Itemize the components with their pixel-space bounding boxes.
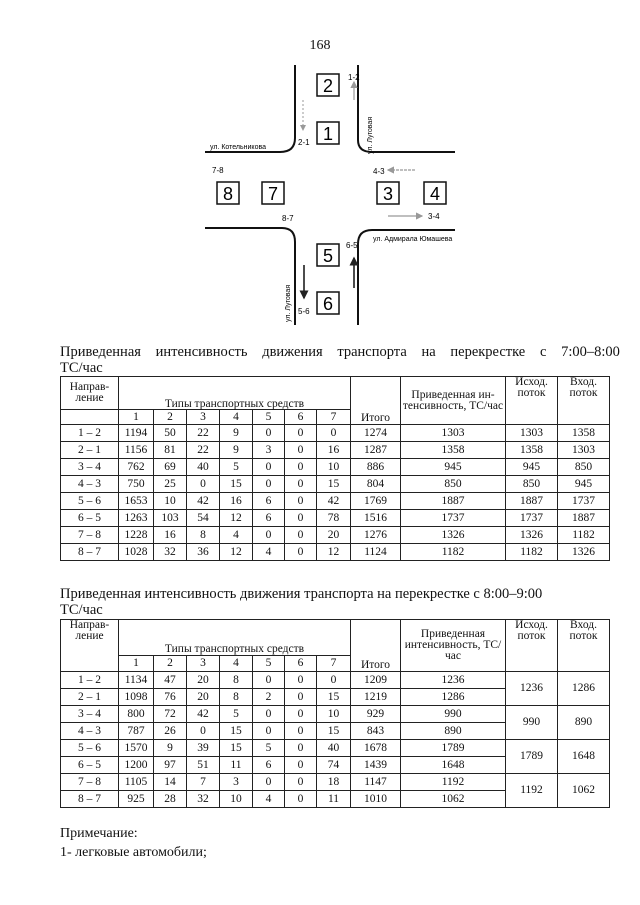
- table-cell: 74: [317, 757, 351, 774]
- box-8: [217, 182, 239, 204]
- table-cell: 1182: [401, 544, 506, 561]
- table-cell: 36: [187, 544, 220, 561]
- table-cell: 0: [285, 723, 317, 740]
- road-edge-bottom-left: [205, 228, 295, 325]
- table-cell: 1062: [401, 791, 506, 808]
- type-number: 6: [285, 410, 317, 425]
- table-cell: 1010: [351, 791, 401, 808]
- box-2: [317, 74, 339, 96]
- table-cell: 40: [317, 740, 351, 757]
- table-cell: 1098: [119, 689, 154, 706]
- table-cell: 1182: [558, 527, 610, 544]
- table-cell: 97: [154, 757, 187, 774]
- table-cell: 0: [317, 425, 351, 442]
- type-number: 4: [220, 410, 253, 425]
- table-cell: 1570: [119, 740, 154, 757]
- table-cell: 5: [220, 459, 253, 476]
- table-cell: 78: [317, 510, 351, 527]
- svg-text:2: 2: [322, 76, 334, 96]
- table-cell: 5 – 6: [61, 493, 119, 510]
- table-cell: 850: [558, 459, 610, 476]
- table-cell: 1105: [119, 774, 154, 791]
- table-cell: 7: [187, 774, 220, 791]
- street-label-admirala: ул. Адмирала Юмашева: [373, 236, 453, 243]
- svg-text:1: 1: [322, 124, 334, 144]
- table-cell: 50: [154, 425, 187, 442]
- table-cell: 1263: [119, 510, 154, 527]
- svg-text:8: 8: [222, 184, 234, 204]
- table-cell: 16: [317, 442, 351, 459]
- table-cell: 6 – 5: [61, 757, 119, 774]
- table-cell: 945: [401, 459, 506, 476]
- table-cell: 42: [187, 493, 220, 510]
- table-cell: 8: [187, 527, 220, 544]
- table-cell: 12: [317, 544, 351, 561]
- table-cell: 925: [119, 791, 154, 808]
- table-cell: 42: [317, 493, 351, 510]
- table-cell: 7 – 8: [61, 527, 119, 544]
- table-cell: 1194: [119, 425, 154, 442]
- type-number: 3: [187, 656, 220, 672]
- note-item-1: 1- легковые автомобили;: [60, 845, 207, 860]
- table-cell: 1737: [558, 493, 610, 510]
- table-cell: 0: [285, 757, 317, 774]
- table-row: [61, 510, 610, 527]
- box-1: [317, 122, 339, 144]
- table-cell: 0: [187, 476, 220, 493]
- table-row: [61, 493, 610, 510]
- table-cell: 28: [154, 791, 187, 808]
- table-row: [61, 706, 610, 723]
- header-direction: Направ-ление: [61, 377, 119, 410]
- table-cell: 890: [401, 723, 506, 740]
- table-cell: 51: [187, 757, 220, 774]
- type-number: 6: [285, 656, 317, 672]
- table-cell: 0: [285, 774, 317, 791]
- table-cell: 1358: [506, 442, 558, 459]
- table-cell: 1274: [351, 425, 401, 442]
- header-reduced: Приведенная ин-тенсивность, ТС/час: [401, 377, 506, 425]
- table-cell: 42: [187, 706, 220, 723]
- table2: [60, 619, 610, 808]
- table-cell: 0: [285, 706, 317, 723]
- table-cell: 10: [154, 493, 187, 510]
- table-cell: 20: [317, 527, 351, 544]
- table-cell: 3 – 4: [61, 459, 119, 476]
- table-cell: 929: [351, 706, 401, 723]
- table-cell: 1124: [351, 544, 401, 561]
- table-cell: 0: [285, 672, 317, 689]
- svg-text:4: 4: [429, 184, 441, 204]
- table-cell: 1228: [119, 527, 154, 544]
- header-types: Типы транспортных средств: [119, 620, 351, 656]
- table-cell: 990: [401, 706, 506, 723]
- table-cell: 1326: [558, 544, 610, 561]
- table-cell: 1286: [401, 689, 506, 706]
- table-cell: 5: [220, 706, 253, 723]
- table-cell: 2: [253, 689, 285, 706]
- svg-text:7: 7: [267, 184, 279, 204]
- table-cell: 69: [154, 459, 187, 476]
- table-cell: 2 – 1: [61, 442, 119, 459]
- table-cell: 0: [285, 493, 317, 510]
- table-row: [61, 527, 610, 544]
- table-row: [61, 425, 610, 442]
- table-cell: 11: [317, 791, 351, 808]
- table-cell: 1182: [506, 544, 558, 561]
- box-4: [424, 182, 446, 204]
- table1: [60, 376, 610, 561]
- table-cell: 762: [119, 459, 154, 476]
- table-cell: 103: [154, 510, 187, 527]
- table-cell: 1303: [558, 442, 610, 459]
- table-cell: 1276: [351, 527, 401, 544]
- table-cell: 32: [187, 791, 220, 808]
- table-cell: 1887: [506, 493, 558, 510]
- flow-label-5-6: 5-6: [298, 307, 310, 316]
- table-cell: 25: [154, 476, 187, 493]
- table-cell: 0: [253, 459, 285, 476]
- table-cell: 1326: [506, 527, 558, 544]
- table-cell: 0: [285, 510, 317, 527]
- table-cell: 1236: [401, 672, 506, 689]
- flow-label-4-3: 4-3: [373, 167, 385, 176]
- box-7: [262, 182, 284, 204]
- table-cell: 6: [253, 493, 285, 510]
- table-cell: 40: [187, 459, 220, 476]
- table-cell: 15: [220, 723, 253, 740]
- table-cell: 14: [154, 774, 187, 791]
- table-cell: 1678: [351, 740, 401, 757]
- header-out-flow: Исход. поток: [506, 620, 558, 672]
- table-cell: 0: [253, 476, 285, 493]
- table-cell: 22: [187, 425, 220, 442]
- table-cell: 843: [351, 723, 401, 740]
- out-flow-cell: 1192: [506, 774, 558, 808]
- table-cell: 0: [253, 723, 285, 740]
- table-row: [61, 672, 610, 689]
- table-cell: 850: [401, 476, 506, 493]
- flow-label-3-4: 3-4: [428, 212, 440, 221]
- table-cell: 800: [119, 706, 154, 723]
- table-cell: 4 – 3: [61, 723, 119, 740]
- header-types: Типы транспортных средств: [119, 377, 351, 410]
- table-cell: 6: [253, 757, 285, 774]
- table-cell: 1 – 2: [61, 425, 119, 442]
- table-cell: 1887: [401, 493, 506, 510]
- table-cell: 3 – 4: [61, 706, 119, 723]
- table-cell: 54: [187, 510, 220, 527]
- table-cell: 20: [187, 689, 220, 706]
- table-cell: 18: [317, 774, 351, 791]
- table-cell: 5 – 6: [61, 740, 119, 757]
- table-cell: 0: [285, 740, 317, 757]
- table-cell: 0: [253, 672, 285, 689]
- table-cell: 81: [154, 442, 187, 459]
- table-cell: 0: [285, 791, 317, 808]
- street-label-lugovaya-top: ул. Луговая: [367, 116, 374, 154]
- table-cell: 0: [285, 442, 317, 459]
- table-cell: 1156: [119, 442, 154, 459]
- type-number: 1: [119, 656, 154, 672]
- table-cell: 1303: [401, 425, 506, 442]
- table-cell: 945: [558, 476, 610, 493]
- table-cell: 0: [285, 527, 317, 544]
- flow-label-6-5: 6-5: [346, 241, 358, 250]
- table-cell: 804: [351, 476, 401, 493]
- table-cell: 20: [187, 672, 220, 689]
- table1-caption: Приведенная интенсивность движения транспорта на перекрестке с 7:00–8:00 ТС/час: [60, 344, 620, 376]
- table-cell: 1789: [401, 740, 506, 757]
- table-cell: 886: [351, 459, 401, 476]
- table-cell: 8: [220, 672, 253, 689]
- table-cell: 1737: [506, 510, 558, 527]
- table-cell: 9: [154, 740, 187, 757]
- table-cell: 0: [253, 527, 285, 544]
- table-cell: 7 – 8: [61, 774, 119, 791]
- table-cell: 750: [119, 476, 154, 493]
- table-row: [61, 442, 610, 459]
- table-cell: 0: [285, 476, 317, 493]
- page-number: 168: [309, 38, 331, 53]
- in-flow-cell: 1648: [558, 740, 610, 774]
- type-number: 2: [154, 410, 187, 425]
- table-cell: 1653: [119, 493, 154, 510]
- svg-text:5: 5: [322, 246, 334, 266]
- table-cell: 945: [506, 459, 558, 476]
- table-cell: 1219: [351, 689, 401, 706]
- type-number: 1: [119, 410, 154, 425]
- table-cell: 0: [285, 425, 317, 442]
- in-flow-cell: 890: [558, 706, 610, 740]
- table-cell: 16: [154, 527, 187, 544]
- type-number: 7: [317, 656, 351, 672]
- table-cell: 1147: [351, 774, 401, 791]
- table-cell: 1358: [558, 425, 610, 442]
- table-cell: 1439: [351, 757, 401, 774]
- type-number: 3: [187, 410, 220, 425]
- svg-text:3: 3: [382, 184, 394, 204]
- box-6: [317, 292, 339, 314]
- table-cell: 15: [317, 723, 351, 740]
- table-cell: 16: [220, 493, 253, 510]
- in-flow-cell: 1286: [558, 672, 610, 706]
- table-cell: 1209: [351, 672, 401, 689]
- table-cell: 0: [253, 706, 285, 723]
- table-cell: 15: [317, 689, 351, 706]
- intersection-diagram: [190, 60, 460, 330]
- table-cell: 5: [253, 740, 285, 757]
- note: [60, 824, 207, 862]
- table-cell: 1028: [119, 544, 154, 561]
- note-title: Примечание:: [60, 826, 138, 841]
- street-label-kotelnikova: ул. Котельникова: [210, 144, 266, 151]
- table-cell: 6: [253, 510, 285, 527]
- table2-caption: Приведенная интенсивность движения транспорта на перекрестке с 8:00–9:00 ТС/час: [60, 586, 543, 618]
- table-cell: 0: [317, 672, 351, 689]
- flow-label-8-7: 8-7: [282, 214, 294, 223]
- street-label-lugovaya-bottom: ул. Луговая: [285, 284, 292, 322]
- table-row: [61, 740, 610, 757]
- out-flow-cell: 990: [506, 706, 558, 740]
- table-cell: 4: [253, 791, 285, 808]
- table-cell: 4 – 3: [61, 476, 119, 493]
- table-cell: 3: [220, 774, 253, 791]
- table-cell: 1737: [401, 510, 506, 527]
- table-cell: 72: [154, 706, 187, 723]
- table-cell: 8 – 7: [61, 791, 119, 808]
- flow-label-1-2: 1-2: [348, 73, 360, 82]
- table-cell: 1287: [351, 442, 401, 459]
- table-cell: 15: [317, 476, 351, 493]
- table-cell: 76: [154, 689, 187, 706]
- table-cell: 32: [154, 544, 187, 561]
- type-number: 7: [317, 410, 351, 425]
- table-cell: 26: [154, 723, 187, 740]
- table-cell: 1516: [351, 510, 401, 527]
- table-cell: 10: [317, 706, 351, 723]
- table-cell: 0: [253, 425, 285, 442]
- box-5: [317, 244, 339, 266]
- table-row: [61, 544, 610, 561]
- svg-text:6: 6: [322, 294, 334, 314]
- header-reduced: Приведенная интенсивность, ТС/час: [401, 620, 506, 672]
- table-cell: 39: [187, 740, 220, 757]
- out-flow-cell: 1236: [506, 672, 558, 706]
- table-cell: 1326: [401, 527, 506, 544]
- table-row: [61, 459, 610, 476]
- table-cell: 0: [187, 723, 220, 740]
- table-cell: 8 – 7: [61, 544, 119, 561]
- out-flow-cell: 1789: [506, 740, 558, 774]
- table-cell: 1769: [351, 493, 401, 510]
- table-cell: 1134: [119, 672, 154, 689]
- table-cell: 15: [220, 476, 253, 493]
- table-cell: 1303: [506, 425, 558, 442]
- type-number: 4: [220, 656, 253, 672]
- in-flow-cell: 1062: [558, 774, 610, 808]
- header-in-flow: Вход. поток: [558, 620, 610, 672]
- table-cell: 9: [220, 442, 253, 459]
- header-total: Итого: [351, 620, 401, 672]
- table-cell: 11: [220, 757, 253, 774]
- table-cell: 1 – 2: [61, 672, 119, 689]
- header-total: Итого: [351, 377, 401, 425]
- type-number: 5: [253, 410, 285, 425]
- table-cell: 15: [220, 740, 253, 757]
- table-cell: 0: [285, 544, 317, 561]
- road-edge-top-left: [205, 65, 295, 152]
- table-cell: 9: [220, 425, 253, 442]
- table-cell: 8: [220, 689, 253, 706]
- header-direction: Направ-ление: [61, 620, 119, 672]
- table-cell: 12: [220, 510, 253, 527]
- table-cell: 2 – 1: [61, 689, 119, 706]
- flow-label-7-8: 7-8: [212, 166, 224, 175]
- table-cell: 10: [317, 459, 351, 476]
- table-cell: 12: [220, 544, 253, 561]
- table-row: [61, 476, 610, 493]
- table-cell: 0: [253, 774, 285, 791]
- table-cell: 0: [285, 459, 317, 476]
- table-cell: 1192: [401, 774, 506, 791]
- table-cell: 3: [253, 442, 285, 459]
- header-out-flow: Исход. поток: [506, 377, 558, 425]
- type-number: 2: [154, 656, 187, 672]
- header-in-flow: Вход. поток: [558, 377, 610, 425]
- road-edge-bottom-right: [358, 230, 455, 325]
- table-cell: 47: [154, 672, 187, 689]
- table-row: [61, 774, 610, 791]
- table-cell: 0: [285, 689, 317, 706]
- type-number: 5: [253, 656, 285, 672]
- table-cell: 1358: [401, 442, 506, 459]
- table-cell: 1887: [558, 510, 610, 527]
- table-cell: 1648: [401, 757, 506, 774]
- table-cell: 4: [253, 544, 285, 561]
- flow-label-2-1: 2-1: [298, 138, 310, 147]
- table-cell: 1200: [119, 757, 154, 774]
- table-cell: 10: [220, 791, 253, 808]
- table-cell: 850: [506, 476, 558, 493]
- box-3: [377, 182, 399, 204]
- table-cell: 4: [220, 527, 253, 544]
- table-cell: 787: [119, 723, 154, 740]
- table-cell: 6 – 5: [61, 510, 119, 527]
- table-cell: 22: [187, 442, 220, 459]
